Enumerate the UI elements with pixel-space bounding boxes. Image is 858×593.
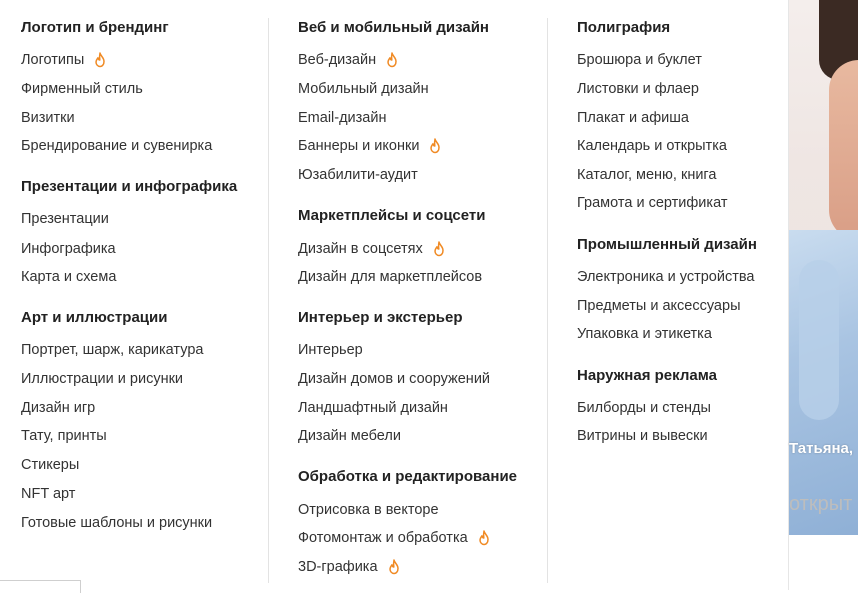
- menu-item-label: Стикеры: [21, 457, 80, 473]
- fire-icon: [428, 138, 442, 154]
- fire-icon: [385, 52, 399, 68]
- menu-item-link[interactable]: [21, 52, 107, 68]
- fire-icon: [93, 52, 107, 68]
- promo-link-text[interactable]: открыт: [789, 493, 853, 515]
- menu-item-label: Юзабилити-аудит: [298, 167, 418, 183]
- menu-item-label: Ландшафтный дизайн: [298, 400, 448, 416]
- menu-group-heading: Логотип и брендинг: [21, 19, 169, 36]
- menu-item-link[interactable]: [21, 457, 79, 473]
- menu-item-label: Иллюстрации и рисунки: [21, 371, 184, 387]
- menu-group-heading: Маркетплейсы и соцсети: [298, 207, 486, 224]
- menu-item-link[interactable]: [21, 241, 116, 257]
- menu-item-link[interactable]: [21, 400, 95, 416]
- menu-item-label: Визитки: [21, 110, 75, 126]
- menu-item-label: Дизайн домов и сооружений: [298, 371, 491, 387]
- menu-item-label: Email-дизайн: [298, 110, 387, 126]
- column-divider: [547, 18, 548, 583]
- menu-item-label: Дизайн игр: [21, 400, 96, 416]
- menu-item-label: 3D-графика: [298, 559, 378, 575]
- menu-item-label: Брошюра и буклет: [577, 52, 702, 68]
- menu-item-link[interactable]: [21, 81, 143, 97]
- menu-item-link[interactable]: [577, 167, 716, 183]
- menu-item-link[interactable]: [298, 241, 446, 257]
- menu-item-label: Интерьер: [298, 342, 363, 358]
- menu-item-link[interactable]: [21, 211, 109, 227]
- menu-item-label: Логотипы: [21, 52, 85, 68]
- menu-item-label: Баннеры и иконки: [298, 138, 420, 154]
- menu-item-label: Предметы и аксессуары: [577, 298, 741, 314]
- menu-item-label: Тату, принты: [21, 428, 107, 444]
- menu-item-link[interactable]: [298, 110, 386, 126]
- menu-item-label: Упаковка и этикетка: [577, 326, 712, 342]
- menu-item-link[interactable]: [577, 428, 708, 444]
- menu-item-link[interactable]: [298, 559, 401, 575]
- menu-item-link[interactable]: [21, 428, 107, 444]
- menu-group-heading: Арт и иллюстрации: [21, 309, 168, 326]
- menu-item-link[interactable]: [298, 428, 401, 444]
- menu-item-label: Портрет, шарж, карикатура: [21, 342, 204, 358]
- menu-item-label: Карта и схема: [21, 269, 117, 285]
- menu-item-link[interactable]: [298, 530, 491, 546]
- menu-item-label: Готовые шаблоны и рисунки: [21, 515, 213, 531]
- menu-item-link[interactable]: [577, 138, 727, 154]
- menu-item-link[interactable]: [298, 502, 439, 518]
- menu-item-link[interactable]: [577, 400, 711, 416]
- menu-item-label: Листовки и флаер: [577, 81, 699, 97]
- menu-item-label: Календарь и открытка: [577, 138, 727, 154]
- menu-item-link[interactable]: [577, 110, 689, 126]
- menu-item-label: Инфографика: [21, 241, 116, 257]
- menu-item-link[interactable]: [577, 326, 712, 342]
- menu-item-link[interactable]: [298, 269, 482, 285]
- menu-item-link[interactable]: [577, 81, 699, 97]
- bottom-tab[interactable]: [0, 580, 81, 593]
- column-divider: [268, 18, 269, 583]
- menu-item-link[interactable]: [21, 269, 116, 285]
- menu-group-heading: Наружная реклама: [577, 367, 717, 384]
- menu-item-link[interactable]: [21, 110, 75, 126]
- menu-item-label: Витрины и вывески: [577, 428, 708, 444]
- menu-item-label: Мобильный дизайн: [298, 81, 429, 97]
- menu-item-label: Билборды и стенды: [577, 400, 711, 416]
- menu-group-heading: Промышленный дизайн: [577, 236, 757, 253]
- menu-item-label: Дизайн для маркетплейсов: [298, 269, 483, 285]
- menu-item-label: Брендирование и сувенирка: [21, 138, 213, 154]
- menu-item-label: NFT арт: [21, 486, 76, 502]
- menu-item-label: Каталог, меню, книга: [577, 167, 717, 183]
- fire-icon: [432, 241, 446, 257]
- menu-item-link[interactable]: [298, 371, 490, 387]
- menu-item-label: Отрисовка в векторе: [298, 502, 439, 518]
- menu-item-link[interactable]: [577, 269, 754, 285]
- menu-item-label: Веб-дизайн: [298, 52, 377, 68]
- menu-group-heading: Интерьер и экстерьер: [298, 309, 463, 326]
- menu-item-link[interactable]: [21, 138, 212, 154]
- menu-item-link[interactable]: [298, 167, 418, 183]
- menu-item-label: Презентации: [21, 211, 109, 227]
- menu-item-label: Плакат и афиша: [577, 110, 689, 126]
- menu-group-heading: Обработка и редактирование: [298, 468, 518, 485]
- menu-item-link[interactable]: [298, 52, 399, 68]
- menu-item-link[interactable]: [577, 195, 727, 211]
- menu-group-heading: Презентации и инфографика: [21, 178, 238, 195]
- menu-item-link[interactable]: [21, 371, 183, 387]
- menu-group-heading: Полиграфия: [577, 19, 671, 36]
- menu-item-link[interactable]: [577, 52, 702, 68]
- menu-item-label: Дизайн в соцсетях: [298, 241, 423, 257]
- menu-group-heading: Веб и мобильный дизайн: [298, 19, 489, 36]
- menu-item-link[interactable]: [298, 342, 363, 358]
- promo-caption: Татьяна,: [789, 440, 854, 457]
- menu-item-link[interactable]: [298, 138, 442, 154]
- menu-item-label: Грамота и сертификат: [577, 195, 728, 211]
- menu-item-link[interactable]: [298, 81, 429, 97]
- fire-icon: [387, 559, 401, 575]
- menu-item-link[interactable]: [21, 515, 212, 531]
- menu-item-label: Дизайн мебели: [298, 428, 401, 444]
- menu-item-label: Фирменный стиль: [21, 81, 143, 97]
- menu-item-label: Фотомонтаж и обработка: [298, 530, 468, 546]
- menu-item-link[interactable]: [298, 400, 448, 416]
- menu-item-link[interactable]: [21, 342, 203, 358]
- fire-icon: [477, 530, 491, 546]
- menu-item-link[interactable]: [577, 298, 741, 314]
- menu-item-link[interactable]: [21, 486, 75, 502]
- menu-item-label: Электроника и устройства: [577, 269, 755, 285]
